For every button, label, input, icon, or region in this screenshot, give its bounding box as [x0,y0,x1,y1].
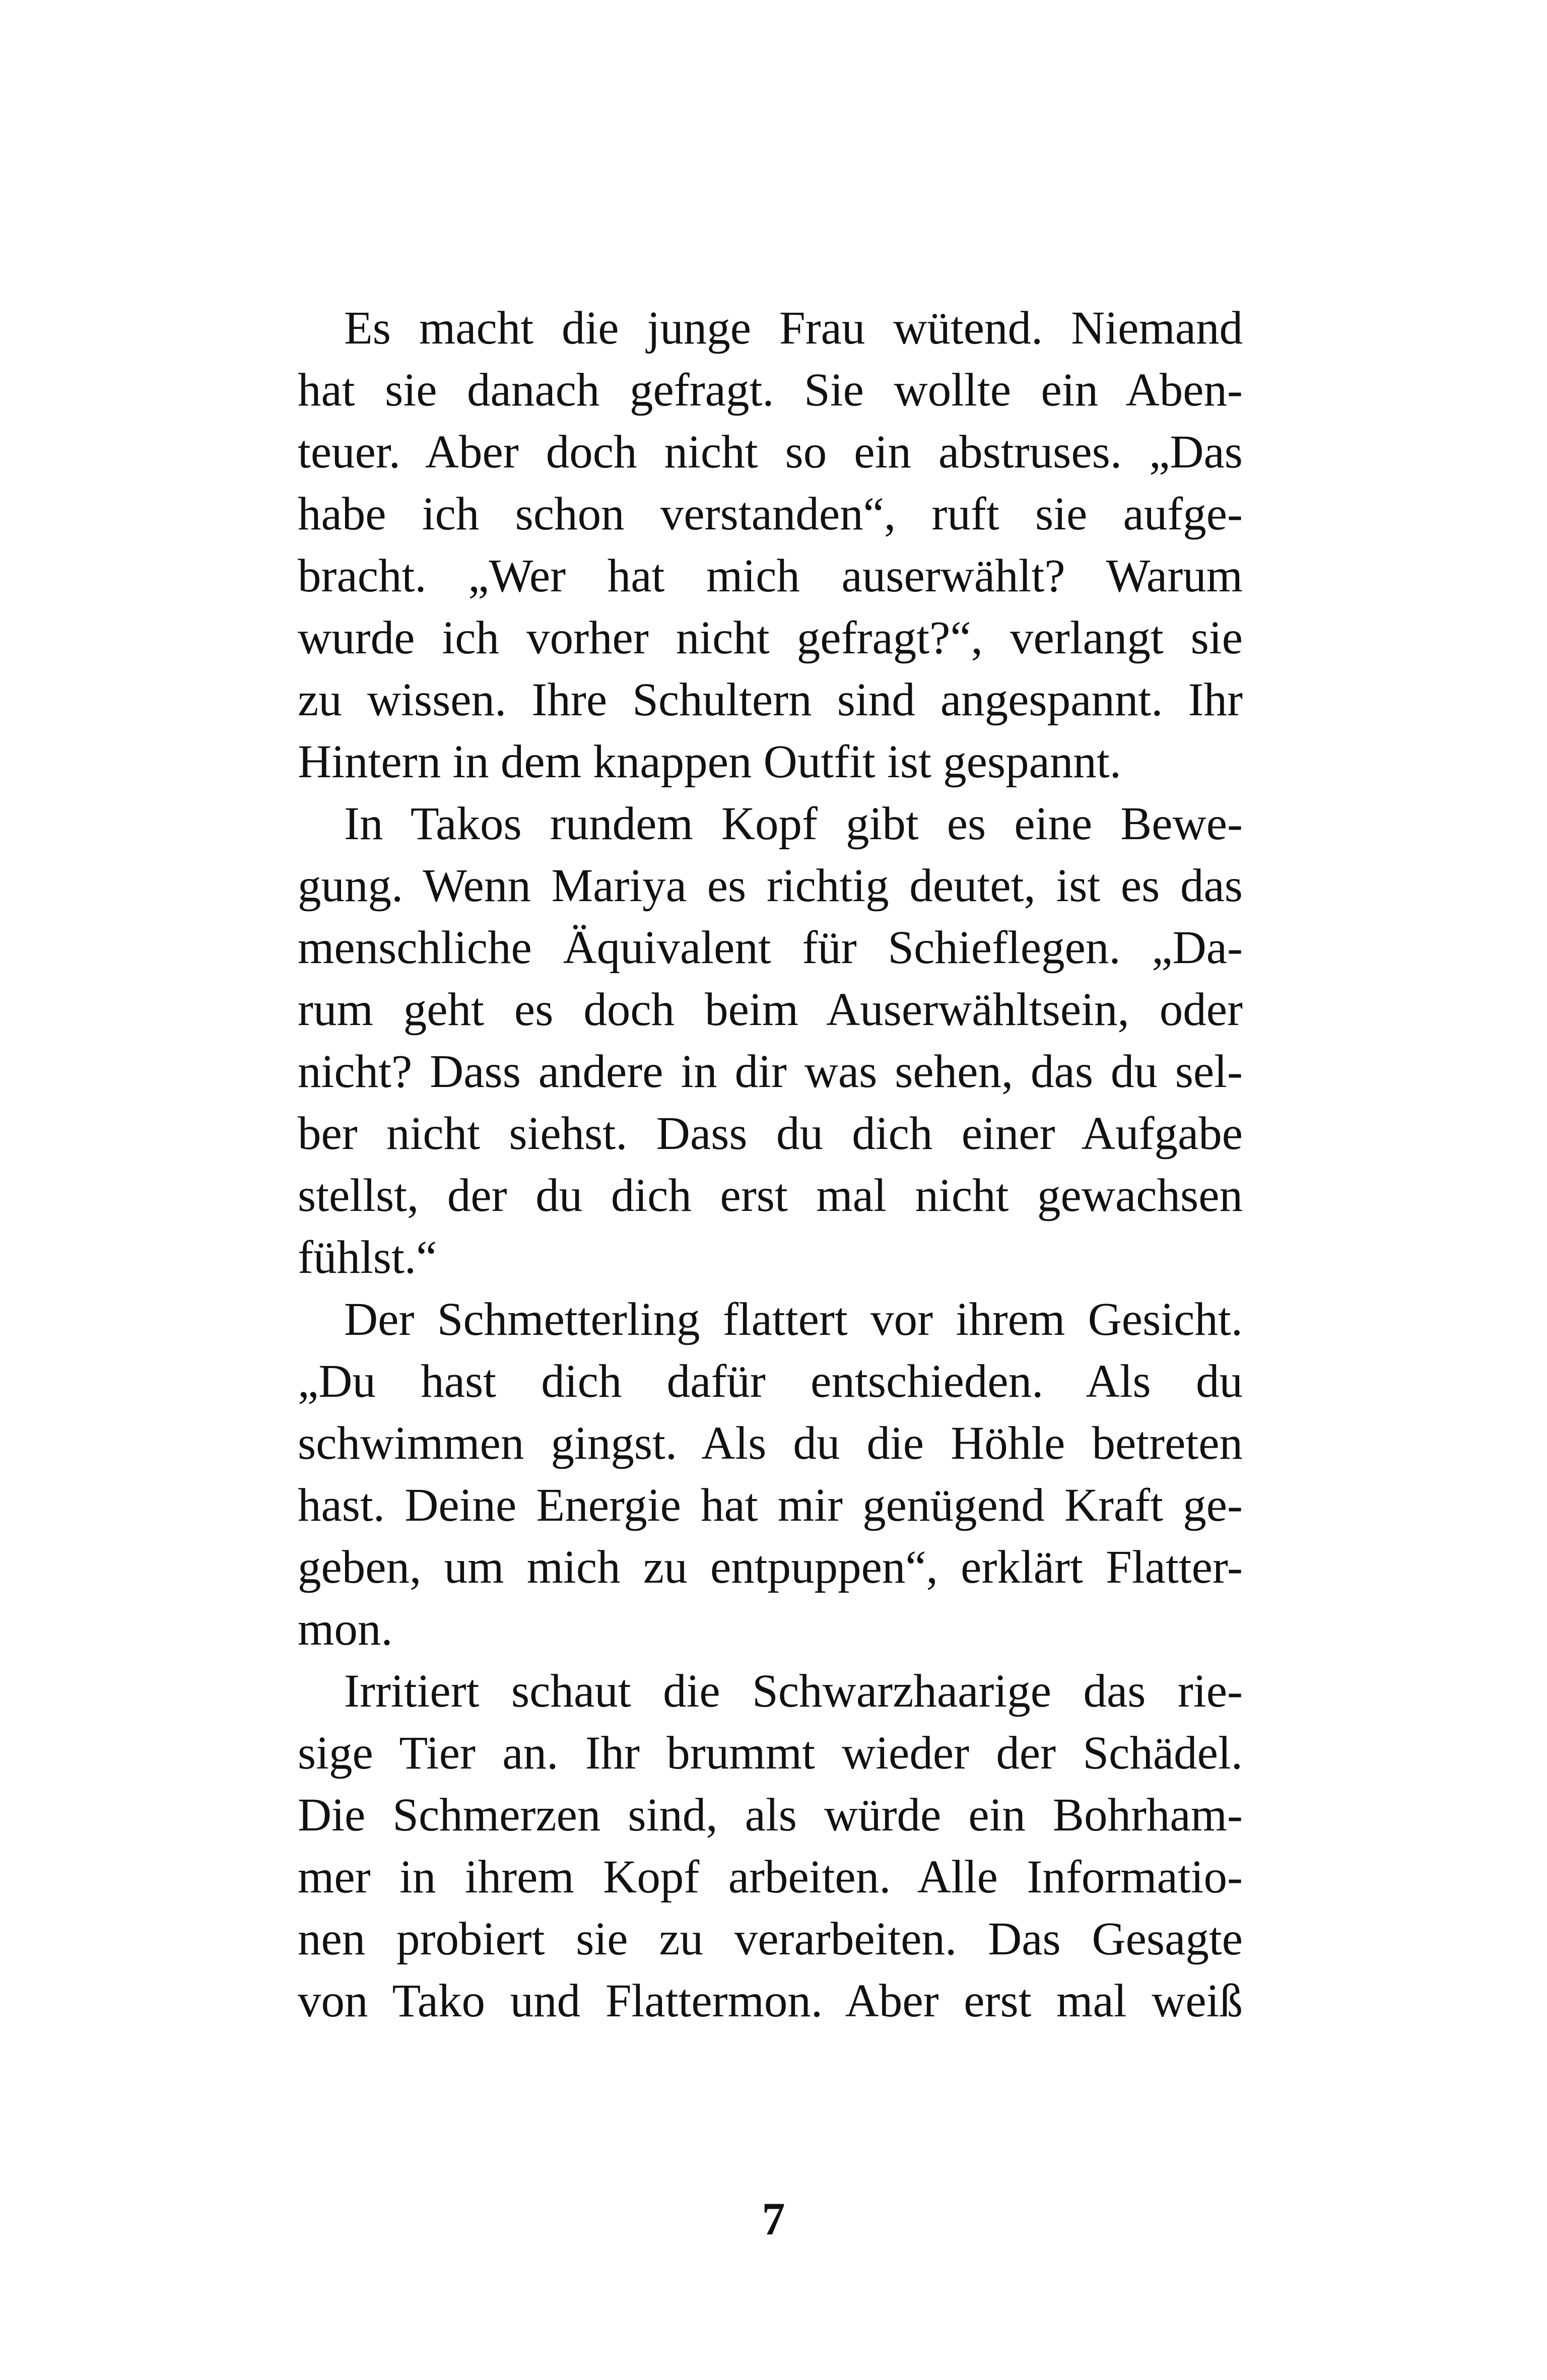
text-line: Der Schmetterling flattert vor ihrem Gesicht. [344,1294,1243,1345]
text-line: hat sie danach gefragt. Sie wollte ein Aben- [298,364,1243,416]
text-line: Hintern in dem knappen Outfit ist gespannt. [298,736,1121,788]
paragraph [298,1660,1243,2032]
text-line: Die Schmerzen sind, als würde ein Bohrham- [298,1789,1243,1841]
text-line: In Takos rundem Kopf gibt es eine Bewe- [344,798,1243,850]
paragraph [298,297,1243,793]
text-line: stellst, der du dich erst mal nicht gewachsen [298,1170,1243,1221]
body-text [298,297,1243,2032]
text-line: schwimmen gingst. Als du die Höhle betreten [298,1417,1243,1469]
text-line: nicht? Dass andere in dir was sehen, das du sel- [298,1046,1243,1098]
text-line: fühlst.“ [298,1232,437,1283]
text-line: hast. Deine Energie hat mir genügend Kraft ge- [298,1479,1243,1531]
text-line: habe ich schon verstanden“, ruft sie aufge- [298,488,1243,540]
text-line: mon. [298,1603,393,1655]
text-line: nen probiert sie zu verarbeiten. Das Gesagte [298,1913,1243,1965]
text-line: menschliche Äquivalent für Schieflegen. „Da- [298,922,1243,974]
text-line: sige Tier an. Ihr brummt wieder der Schädel. [298,1727,1243,1779]
paragraph [298,793,1243,1288]
text-line: zu wissen. Ihre Schultern sind angespannt. Ihr [298,674,1243,726]
text-line: gung. Wenn Mariya es richtig deutet, ist es das [298,860,1243,912]
text-line: teuer. Aber doch nicht so ein abstruses. „Das [298,426,1243,478]
page-number: 7 [762,2193,785,2245]
text-line: mer in ihrem Kopf arbeiten. Alle Informatio- [298,1851,1243,1903]
text-line: wurde ich vorher nicht gefragt?“, verlangt sie [298,612,1243,664]
paragraph [298,1288,1243,1660]
text-line: bracht. „Wer hat mich auserwählt? Warum [298,550,1243,602]
text-line: rum geht es doch beim Auserwähltsein, oder [298,984,1243,1036]
text-line: von Tako und Flattermon. Aber erst mal weiß [298,1975,1243,2027]
text-line: „Du hast dich dafür entschieden. Als du [298,1355,1243,1407]
text-line: geben, um mich zu entpuppen“, erklärt Flatter- [298,1541,1243,1593]
text-line: Irritiert schaut die Schwarzhaarige das rie- [344,1665,1243,1717]
text-line: ber nicht siehst. Dass du dich einer Aufgabe [298,1108,1243,1160]
text-line: Es macht die junge Frau wütend. Niemand [344,302,1243,354]
